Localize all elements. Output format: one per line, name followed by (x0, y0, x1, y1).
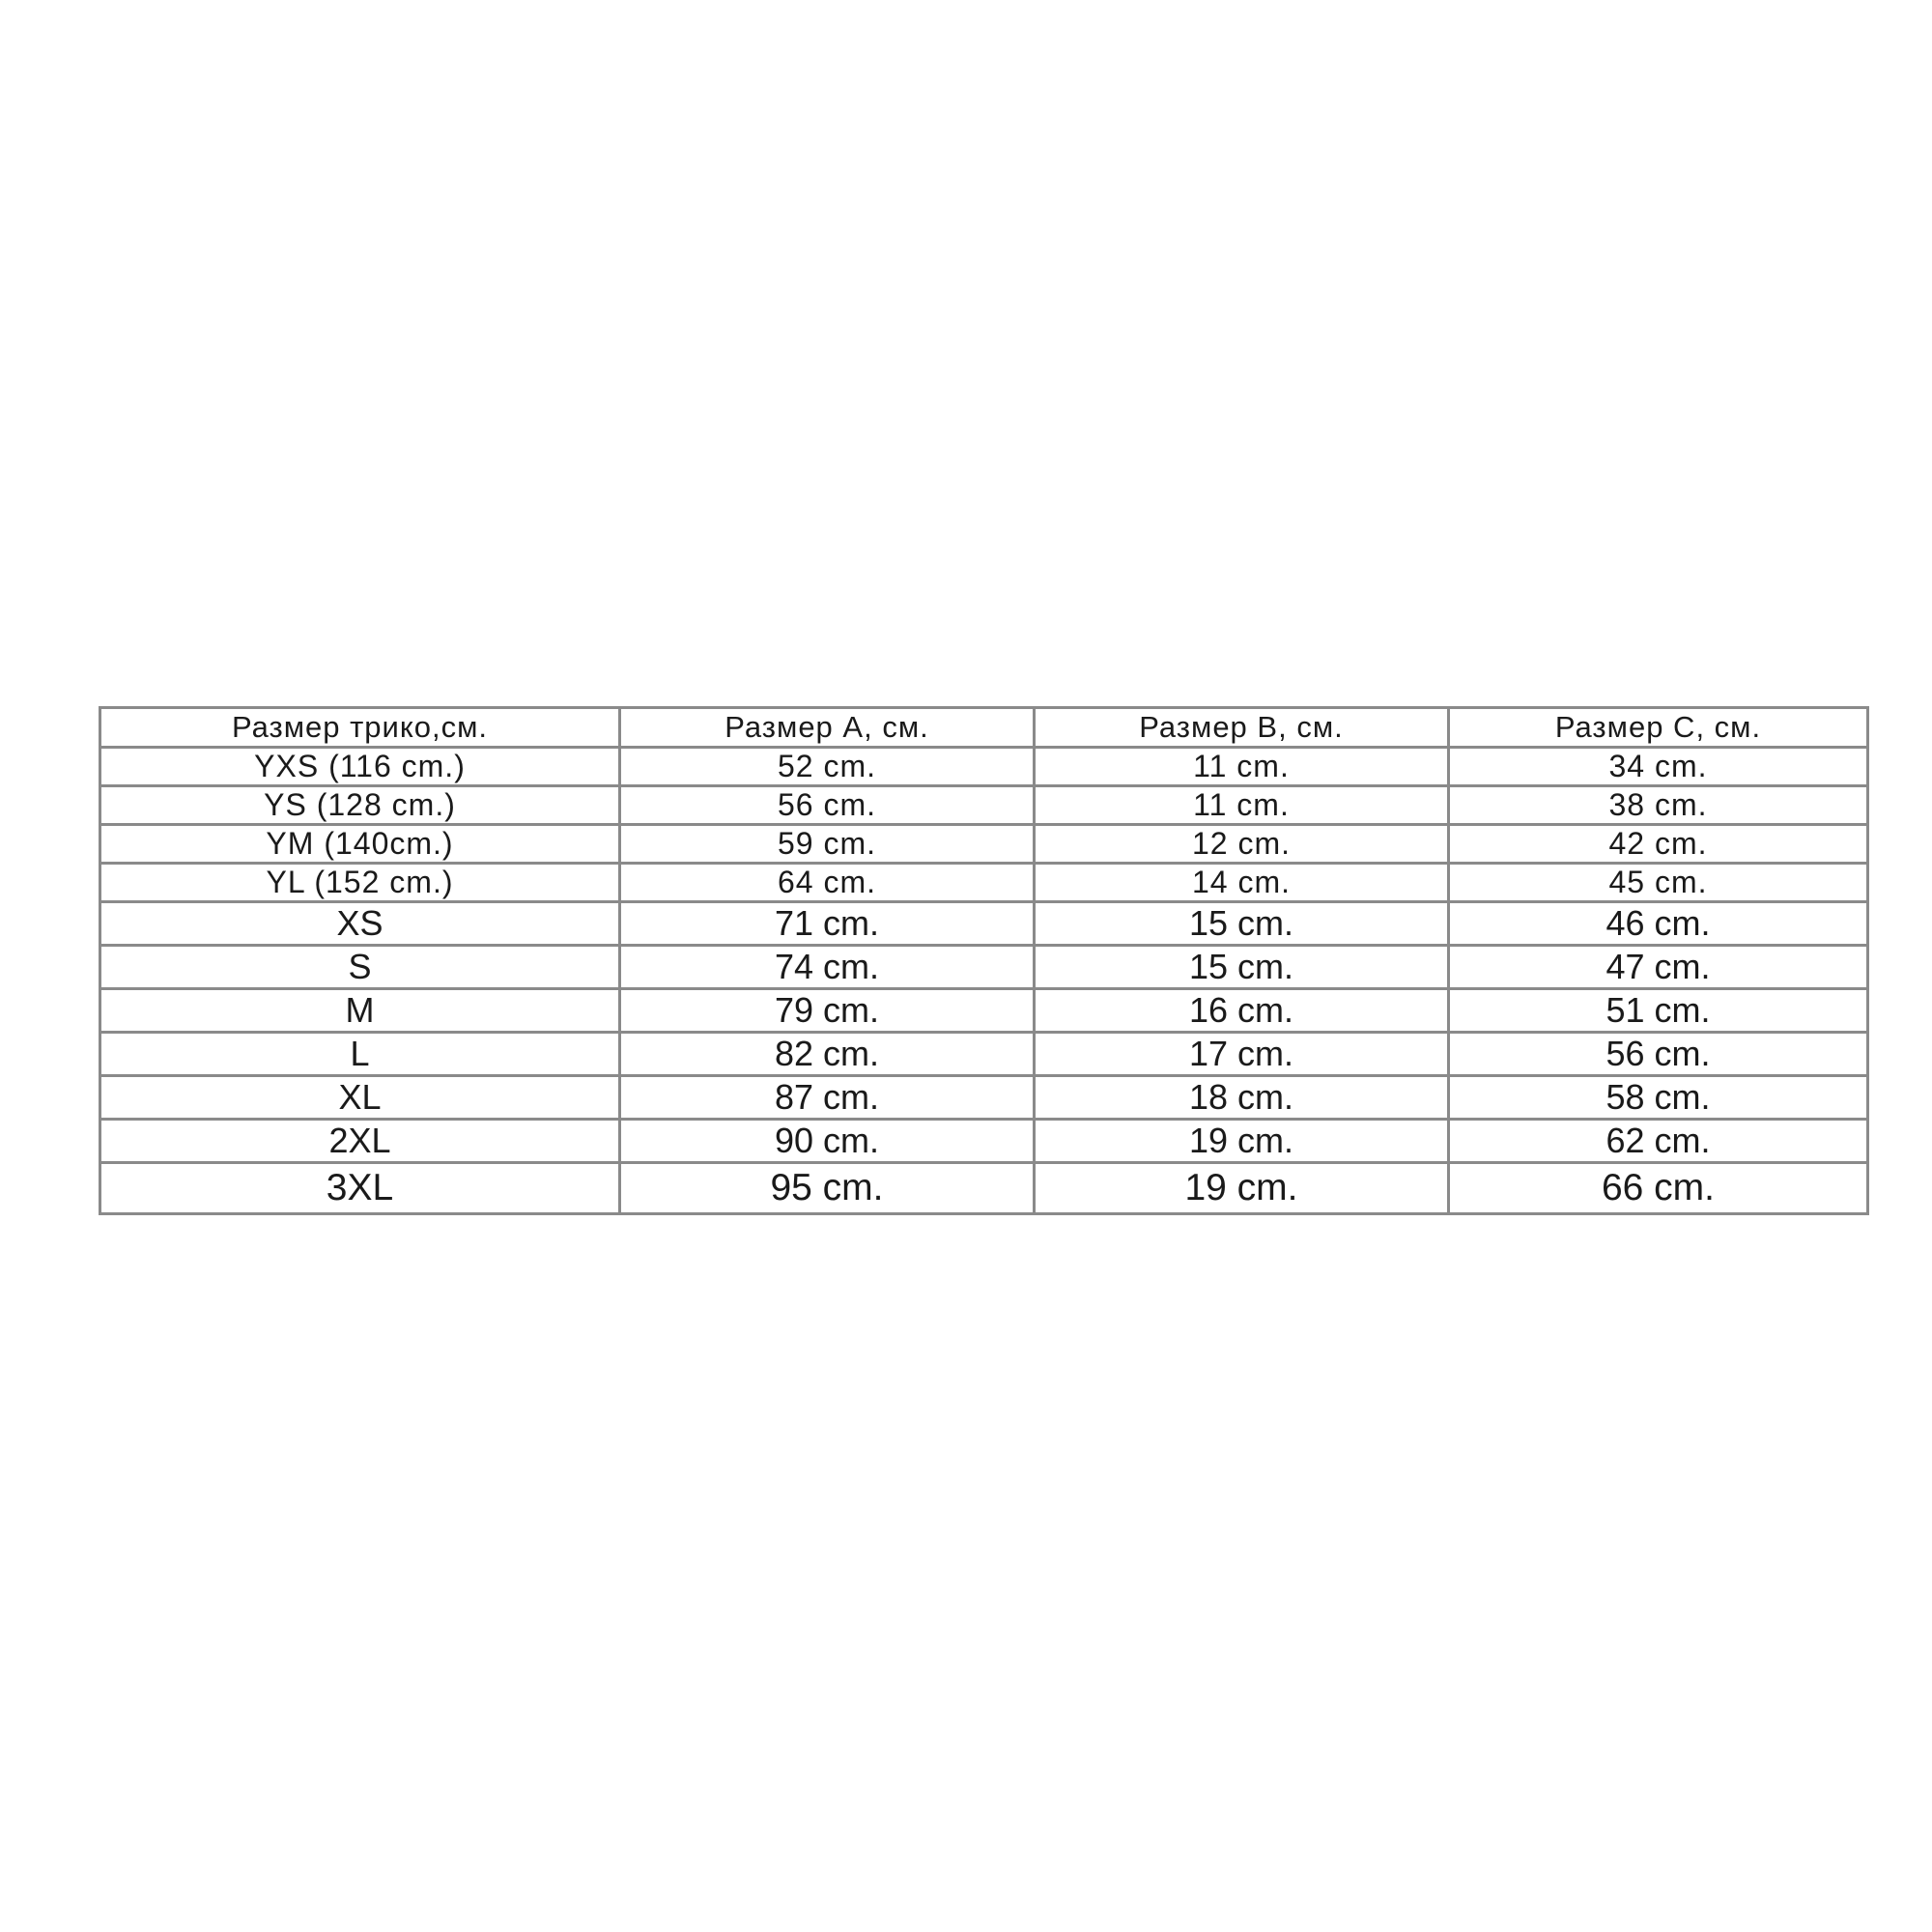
cell-c: 47 cm. (1449, 946, 1868, 989)
cell-a: 79 cm. (620, 989, 1035, 1033)
cell-c: 66 cm. (1449, 1163, 1868, 1214)
table-row (100, 748, 1868, 786)
cell-b: 11 cm. (1035, 786, 1449, 825)
cell-b: 15 cm. (1035, 946, 1449, 989)
table-row (100, 786, 1868, 825)
cell-c: 51 cm. (1449, 989, 1868, 1033)
cell-b: 17 cm. (1035, 1033, 1449, 1076)
cell-a: 87 cm. (620, 1076, 1035, 1120)
cell-b: 12 cm. (1035, 825, 1449, 864)
cell-size: YM (140cm.) (100, 825, 620, 864)
cell-b: 14 cm. (1035, 864, 1449, 902)
cell-size: M (100, 989, 620, 1033)
header-cell-a: Размер А, см. (620, 708, 1035, 748)
cell-size: 2XL (100, 1120, 620, 1163)
cell-size: XL (100, 1076, 620, 1120)
cell-a: 64 cm. (620, 864, 1035, 902)
cell-a: 71 cm. (620, 902, 1035, 946)
cell-size: L (100, 1033, 620, 1076)
cell-c: 38 cm. (1449, 786, 1868, 825)
cell-b: 15 cm. (1035, 902, 1449, 946)
table-row (100, 1076, 1868, 1120)
table-row (100, 989, 1868, 1033)
header-cell-b: Размер В, см. (1035, 708, 1449, 748)
cell-b: 16 cm. (1035, 989, 1449, 1033)
cell-size: 3XL (100, 1163, 620, 1214)
table-row (100, 1120, 1868, 1163)
size-chart-table (99, 706, 1869, 1215)
cell-b: 11 cm. (1035, 748, 1449, 786)
cell-a: 95 cm. (620, 1163, 1035, 1214)
cell-c: 42 cm. (1449, 825, 1868, 864)
table-body (100, 748, 1868, 1214)
table-row (100, 946, 1868, 989)
cell-a: 82 cm. (620, 1033, 1035, 1076)
table-row (100, 902, 1868, 946)
cell-size: S (100, 946, 620, 989)
header-row (100, 708, 1868, 748)
cell-c: 34 cm. (1449, 748, 1868, 786)
cell-a: 90 cm. (620, 1120, 1035, 1163)
table-header (100, 708, 1868, 748)
table-row (100, 825, 1868, 864)
cell-c: 56 cm. (1449, 1033, 1868, 1076)
cell-a: 74 cm. (620, 946, 1035, 989)
table-row (100, 864, 1868, 902)
table-row (100, 1163, 1868, 1214)
cell-c: 58 cm. (1449, 1076, 1868, 1120)
cell-size: YS (128 cm.) (100, 786, 620, 825)
table-row (100, 1033, 1868, 1076)
cell-size: YL (152 cm.) (100, 864, 620, 902)
cell-c: 46 cm. (1449, 902, 1868, 946)
cell-b: 19 cm. (1035, 1163, 1449, 1214)
cell-size: YXS (116 cm.) (100, 748, 620, 786)
cell-b: 18 cm. (1035, 1076, 1449, 1120)
cell-size: XS (100, 902, 620, 946)
cell-a: 59 cm. (620, 825, 1035, 864)
cell-a: 56 cm. (620, 786, 1035, 825)
cell-a: 52 cm. (620, 748, 1035, 786)
cell-b: 19 cm. (1035, 1120, 1449, 1163)
header-cell-c: Размер С, см. (1449, 708, 1868, 748)
cell-c: 45 cm. (1449, 864, 1868, 902)
cell-c: 62 cm. (1449, 1120, 1868, 1163)
header-cell-size: Размер трико,см. (100, 708, 620, 748)
